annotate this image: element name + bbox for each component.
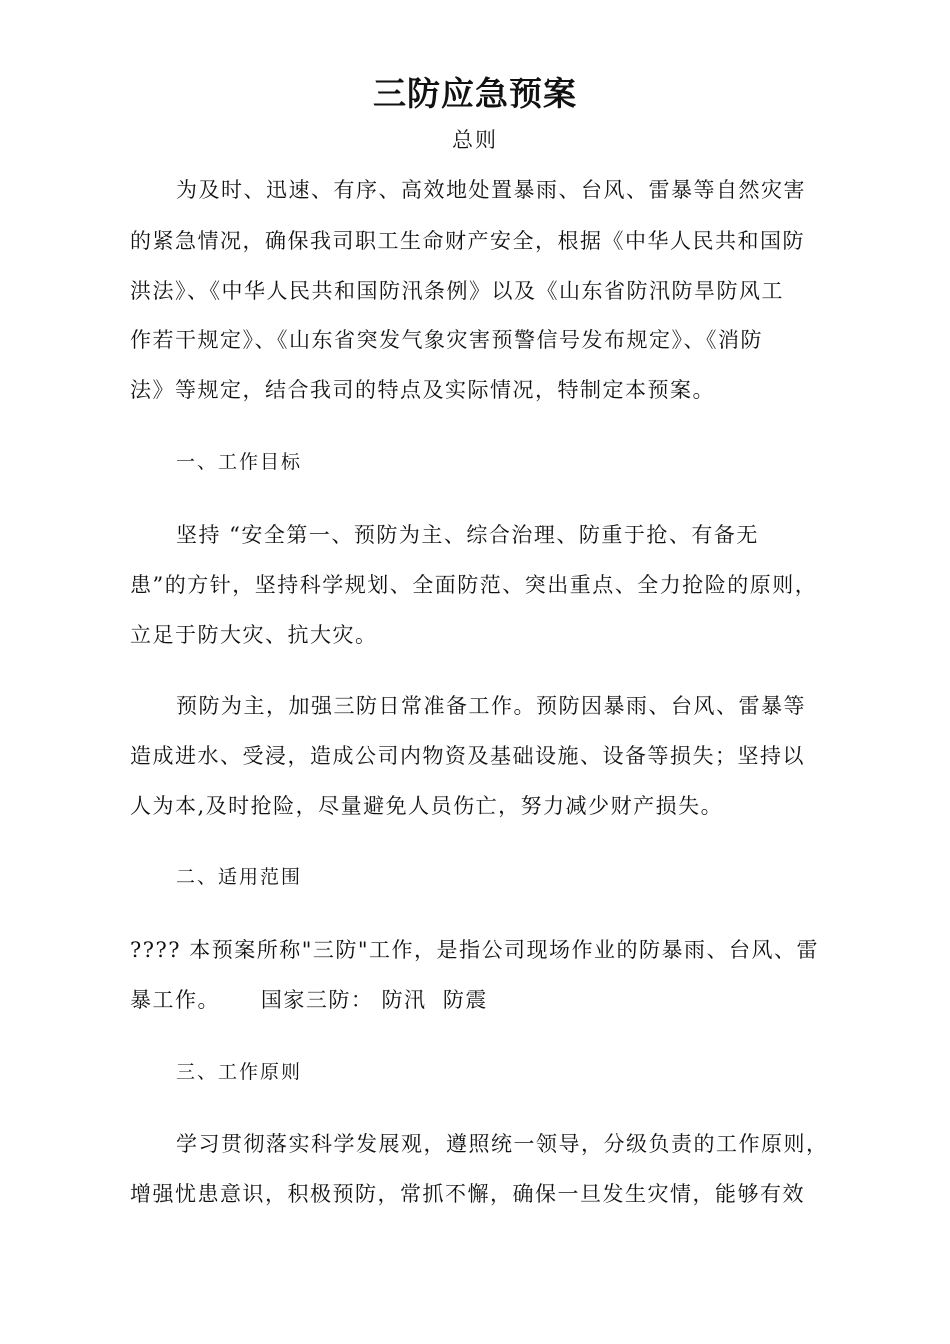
paragraph-line: 立足于防大灾、抗大灾。 <box>130 623 378 647</box>
paragraph-line: 人为本,及时抢险，尽量避免人员伤亡，努力减少财产损失。 <box>130 794 724 818</box>
paragraph-line: 学习贯彻落实科学发展观，遵照统一领导，分级负责的工作原则， <box>176 1132 829 1156</box>
section-heading-scope: 二、适用范围 <box>176 866 303 888</box>
paragraph-line: 增强忧患意识，积极预防，常抓不懈，确保一旦发生灾情，能够有效 <box>130 1182 805 1206</box>
paragraph-line: 造成进水、受浸，造成公司内物资及基础设施、设备等损失；坚持以 <box>130 744 805 768</box>
intro-line: 法》等规定，结合我司的特点及实际情况，特制定本预案。 <box>130 378 715 402</box>
intro-line: 洪法》、《中华人民共和国防汛条例》以及《山东省防汛防旱防风工 <box>130 279 784 303</box>
paragraph-line: ???? 本预案所称"三防"工作，是指公司现场作业的防暴雨、台风、雷 <box>130 938 820 962</box>
section-heading-principles: 三、工作原则 <box>176 1061 303 1083</box>
intro-line: 为及时、迅速、有序、高效地处置暴雨、台风、雷暴等自然灾害 <box>176 178 806 202</box>
paragraph-line: 坚持 “安全第一、预防为主、综合治理、防重于抢、有备无 <box>176 523 759 547</box>
paragraph-line: 暴工作。 国家三防： 防汛 防震 <box>130 988 488 1012</box>
document-title: 三防应急预案 <box>373 74 577 113</box>
intro-line: 的紧急情况，确保我司职工生命财产安全，根据《中华人民共和国防 <box>130 229 805 253</box>
section-heading-goals: 一、工作目标 <box>176 451 303 473</box>
intro-line: 作若干规定》、《山东省突发气象灾害预警信号发布规定》、《消防 <box>130 328 763 352</box>
paragraph-line: 患”的方针，坚持科学规划、全面防范、突出重点、全力抢险的原则， <box>130 573 818 597</box>
document-subtitle: 总则 <box>452 128 498 152</box>
paragraph-line: 预防为主，加强三防日常准备工作。预防因暴雨、台风、雷暴等 <box>176 694 806 718</box>
